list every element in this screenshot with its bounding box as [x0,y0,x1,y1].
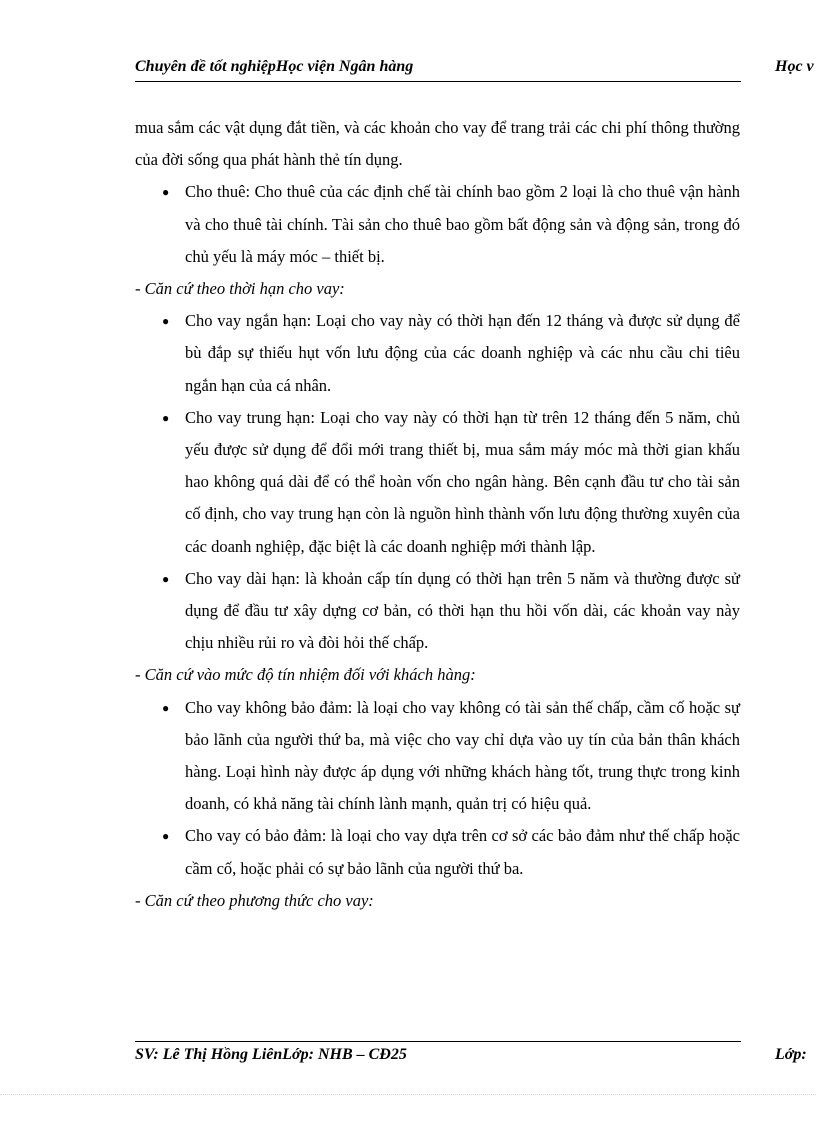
section-heading-trust: - Căn cứ vào mức độ tín nhiệm đối với khách hàng: [135,665,476,685]
list-item-text: Cho vay dài hạn: là khoản cấp tín dụng có thời hạn trên 5 năm và thường được sử dụng để đầu tư xây dựng cơ bản, có thời hạn thu hồi vốn dài, các khoản vay này chịu nhiều rủi ro và đòi hỏi thế chấp. [185,568,740,653]
bullet-icon: ● [162,571,170,586]
bullet-icon: ● [162,185,170,200]
header-right-text: Học v [775,58,814,75]
bullet-icon: ● [162,829,170,844]
list-item-text: Cho vay ngắn hạn: Loại cho vay này có thời hạn đến 12 tháng và được sử dụng để bù đắp sự thiếu hụt vốn lưu động của các doanh nghiệp và các nhu cầu chi tiêu ngắn hạn của cá nhân. [185,311,740,395]
list-item [135,820,740,884]
section-heading-term: - Căn cứ theo thời hạn cho vay: [135,279,345,299]
footer-right-text: Lớp: [775,1046,807,1063]
lease-list [135,176,740,273]
list-item [135,692,740,821]
page-footer [135,1046,816,1070]
section-heading-method: - Căn cứ theo phương thức cho vay: [135,890,374,910]
list-item [135,563,740,660]
page-header [135,58,816,82]
list-item [135,176,740,273]
list-item-text: Cho vay không bảo đảm: là loại cho vay không có tài sản thế chấp, cầm cố hoặc sự bảo lãnh của người thứ ba, mà việc cho vay chỉ dựa vào uy tín của bản thân khách hàng. Loại hình này được áp dụng với những khách hàng tốt, trung thực trong kinh doanh, có khả năng tài chính lành mạnh, quản trị có hiệu quả. [185,697,740,814]
term-list [135,305,740,659]
bullet-icon: ● [162,700,170,715]
page-bottom-border [0,1094,816,1095]
intro-paragraph: mua sắm các vật dụng đắt tiền, và các khoản cho vay để trang trải các chi phí thông thường của đời sống qua phát hành thẻ tín dụng. [135,118,740,170]
list-item [135,305,740,402]
header-title: Chuyên đề tốt nghiệpHọc viện Ngân hàng [135,58,414,75]
list-item [135,402,740,563]
bullet-icon: ● [162,314,170,329]
footer-divider [135,1041,741,1042]
list-item-text: Cho vay trung hạn: Loại cho vay này có thời hạn từ trên 12 tháng đến 5 năm, chủ yếu được sử dụng để đổi mới trang thiết bị, mua sắm máy móc mà thời gian khấu hao không quá dài để có thể hoàn vốn cho ngân hàng. Bên cạnh đầu tư cho tài sản cố định, cho vay trung hạn còn là nguồn hình thành vốn lưu động thường xuyên của các doanh nghiệp, đặc biệt là các doanh nghiệp mới thành lập. [185,407,740,556]
document-body [135,112,740,917]
header-divider [135,81,741,82]
bullet-icon: ● [162,410,170,425]
trust-list [135,692,740,885]
footer-student-info: SV: Lê Thị Hồng LiênLớp: NHB – CĐ25 [135,1046,407,1063]
list-item-text: Cho thuê: Cho thuê của các định chế tài chính bao gồm 2 loại là cho thuê vận hành và cho thuê tài chính. Tài sản cho thuê bao gồm bất động sản và động sản, trong đó chủ yếu là máy móc – thiết bị. [185,182,740,266]
list-item-text: Cho vay có bảo đảm: là loại cho vay dựa trên cơ sở các bảo đảm như thế chấp hoặc cầm cố, hoặc phải có sự bảo lãnh của người thứ ba. [185,826,740,878]
